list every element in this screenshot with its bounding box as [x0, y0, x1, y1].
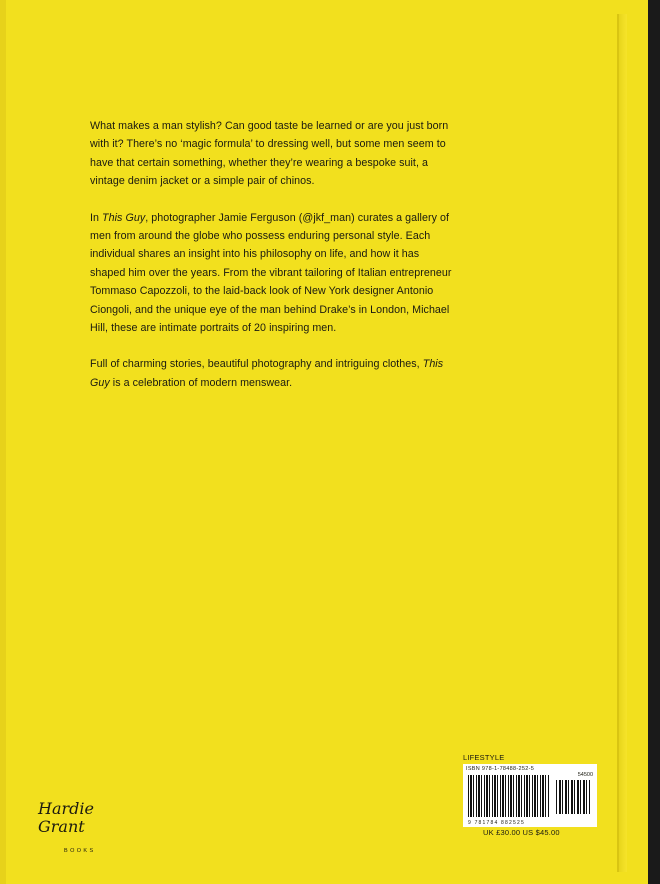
book-title-italic: This Guy: [90, 358, 444, 389]
blurb-p3-rest: is a celebration of modern menswear.: [109, 376, 293, 389]
blurb-paragraph-3: [90, 355, 452, 392]
spine-hinge-shadow: [619, 14, 627, 872]
price-line: UK £30.00 US $45.00: [483, 828, 560, 837]
price-addon-code: 54500: [577, 772, 593, 778]
barcode-digits: 9 781784 882525: [468, 820, 525, 826]
category-label: LIFESTYLE: [463, 753, 505, 762]
blurb-p2-rest: , photographer Jamie Ferguson (@jkf_man) curates a gallery of men from around the globe who possess enduring personal style. Each individual shares an insight into his philosophy on life, and how it has shaped him over the years. From the vibrant tailoring of Italian entrepreneur Tommaso Capozzoli, to the laid-back look of New York designer Antonio Ciongoli, and the unique eye of the man behind Drake’s in London, Michael Hill, these are intimate portraits of 20 inspiring men.: [90, 211, 452, 335]
blurb-paragraph-1: What makes a man stylish? Can good taste be learned or are you just born with it? There’s no ‘magic formula’ to dressing well, but some men seem to have that certain something, whether they’re wearing a bespoke suit, a vintage denim jacket or a simple pair of chinos.: [90, 120, 449, 188]
barcode-block: [463, 753, 603, 837]
blurb-paragraph-2: [90, 209, 452, 338]
blurb-p3-prefix: Full of charming stories, beautiful photography and intriguing clothes,: [90, 358, 423, 371]
blurb-p2-prefix: In: [90, 211, 103, 224]
barcode-box: [463, 764, 597, 827]
publisher-sub: BOOKS: [64, 848, 96, 854]
barcode-bars: [468, 775, 550, 817]
publisher-name: Hardie Grant: [38, 799, 94, 836]
cover-left-edge: [0, 0, 6, 884]
publisher-logo: [38, 800, 138, 854]
isbn-line: ISBN 978-1-78488-252-5: [466, 766, 535, 772]
book-title-italic: This Guy: [102, 211, 146, 224]
background-edge: [648, 0, 660, 884]
addon-barcode-bars: [556, 780, 590, 814]
back-cover-blurb: [90, 117, 452, 410]
